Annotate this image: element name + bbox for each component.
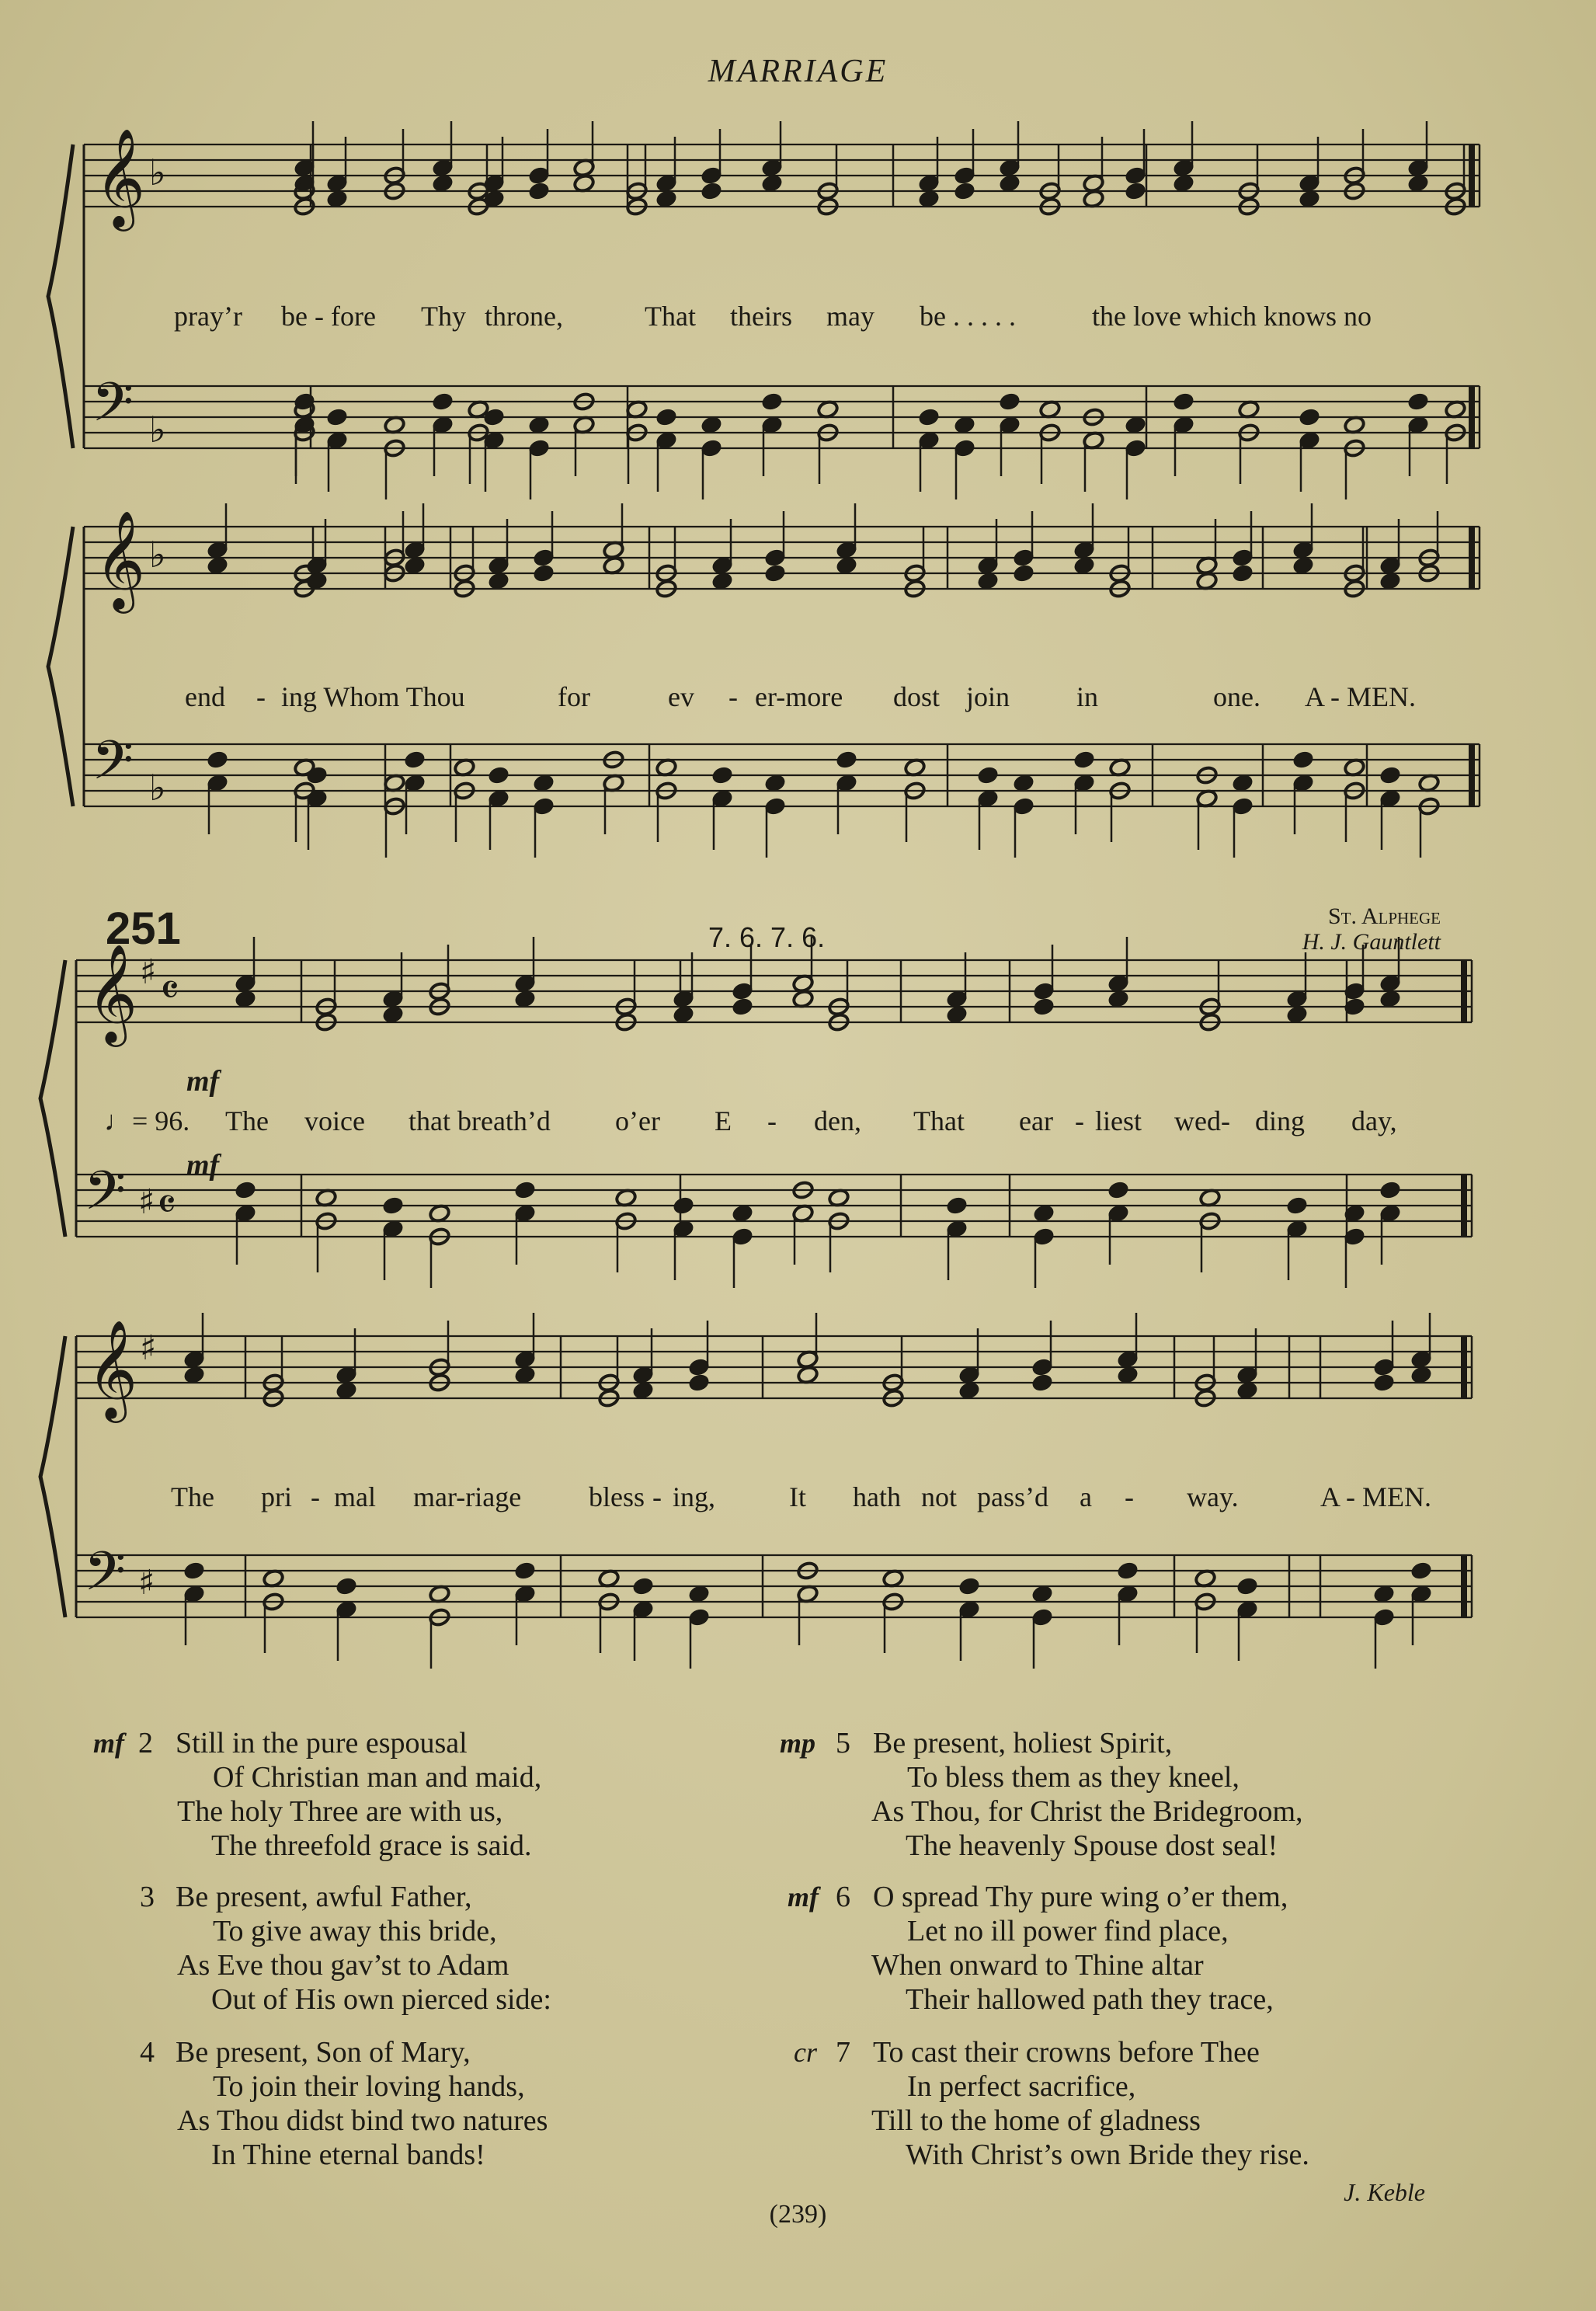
treble-note-head bbox=[732, 997, 754, 1016]
bass-note-head bbox=[626, 399, 648, 419]
bass-clef-icon: 𝄢 bbox=[84, 1540, 127, 1616]
bass-note-head bbox=[882, 1568, 905, 1588]
treble-note-head bbox=[1073, 555, 1096, 575]
verse-line: When onward to Thine altar bbox=[871, 1949, 1204, 1982]
lyric-syllable: end bbox=[185, 681, 225, 712]
verse-number: 4 bbox=[140, 2036, 155, 2069]
lyric-syllable: It bbox=[789, 1481, 806, 1512]
bass-note-head bbox=[326, 407, 349, 426]
treble-note-head bbox=[336, 1380, 358, 1400]
bass-note-head bbox=[655, 407, 678, 426]
lyric-syllable: liest bbox=[1095, 1105, 1142, 1136]
lyric-syllable: for bbox=[558, 681, 590, 712]
lyric-syllable: That bbox=[645, 301, 696, 332]
hymn-meter: 7. 6. 7. 6. bbox=[708, 921, 826, 953]
lyric-amen: A - MEN. bbox=[1320, 1481, 1431, 1512]
treble-note-head bbox=[764, 563, 787, 583]
treble-note-head bbox=[655, 189, 678, 208]
treble-note-head bbox=[1236, 1380, 1259, 1400]
bass-note-head bbox=[1418, 773, 1441, 792]
key-signature-flat-icon: ♭ bbox=[149, 767, 166, 809]
treble-note-head bbox=[306, 571, 329, 590]
bass-note-head bbox=[1344, 415, 1366, 434]
bass-note-head bbox=[1033, 1203, 1055, 1223]
verse-line: Till to the home of gladness bbox=[871, 2104, 1201, 2137]
bass-note-head bbox=[432, 392, 454, 411]
bass-note-head bbox=[1107, 1180, 1130, 1199]
lyric-syllable: Thy bbox=[421, 301, 466, 332]
page-header: MARRIAGE bbox=[708, 54, 888, 89]
bass-note-head bbox=[632, 1576, 655, 1596]
bass-clef-icon: 𝄢 bbox=[92, 371, 134, 447]
bass-note-head bbox=[954, 415, 976, 434]
lyric-syllable: den, bbox=[814, 1105, 861, 1136]
lyric-syllable: o’er bbox=[615, 1105, 660, 1136]
verse-number: 7 bbox=[836, 2036, 850, 2069]
system-brace bbox=[48, 144, 73, 448]
treble-note-head bbox=[1299, 189, 1321, 208]
treble-note-head bbox=[1410, 1365, 1433, 1384]
treble-note-head bbox=[528, 181, 551, 200]
treble-note-head bbox=[1013, 563, 1035, 583]
lyric-syllable: ing Whom Thou bbox=[281, 681, 465, 712]
bass-note-head bbox=[384, 415, 406, 434]
lyric-syllable: - bbox=[256, 681, 266, 712]
lyric-syllable: the love which knows no bbox=[1092, 301, 1372, 332]
bass-note-head bbox=[598, 1568, 621, 1588]
treble-note-head bbox=[1173, 173, 1195, 193]
dynamic-mark: mf bbox=[186, 1065, 220, 1098]
lyric-syllable: pri bbox=[261, 1481, 292, 1512]
lyric-syllable: be - fore bbox=[281, 301, 376, 332]
bass-note-head bbox=[263, 1568, 285, 1588]
verse-line: The threefold grace is said. bbox=[211, 1829, 532, 1862]
verse-line: Their hallowed path they trace, bbox=[906, 1983, 1274, 2016]
bass-note-head bbox=[1299, 407, 1321, 426]
page-number: (239) bbox=[769, 2200, 827, 2229]
lyric-syllable: bless bbox=[589, 1481, 645, 1512]
bass-note-head bbox=[514, 1180, 537, 1199]
treble-note-head bbox=[1286, 1004, 1309, 1024]
verse-line: Of Christian man and maid, bbox=[213, 1761, 542, 1794]
treble-note-head bbox=[1407, 173, 1430, 193]
bass-note-head bbox=[336, 1576, 358, 1596]
treble-clef-icon: 𝄞 bbox=[95, 510, 146, 609]
treble-note-head bbox=[207, 555, 229, 575]
verse-number: 3 bbox=[140, 1881, 155, 1913]
bass-note-head bbox=[1445, 399, 1467, 419]
lyric-syllable: dost bbox=[893, 681, 941, 712]
lyric-syllable: - bbox=[728, 681, 738, 712]
treble-clef-icon: 𝄞 bbox=[87, 943, 138, 1042]
bass-note-head bbox=[1013, 773, 1035, 792]
treble-note-head bbox=[432, 173, 454, 193]
verse-line: Still in the pure espousal bbox=[176, 1727, 468, 1759]
lyric-syllable: - bbox=[652, 1481, 662, 1512]
bass-note-head bbox=[1373, 1584, 1396, 1603]
lyric-syllable: that breath’d bbox=[409, 1105, 551, 1136]
treble-note-head bbox=[1292, 555, 1315, 575]
treble-note-head bbox=[954, 181, 976, 200]
bass-note-head bbox=[904, 757, 927, 777]
treble-note-head bbox=[761, 173, 784, 193]
bass-note-head bbox=[429, 1584, 451, 1603]
treble-note-head bbox=[711, 571, 734, 590]
treble-note-head bbox=[1083, 189, 1105, 208]
lyric-syllable: pass’d bbox=[977, 1481, 1048, 1512]
bass-note-head bbox=[655, 757, 678, 777]
bass-note-head bbox=[1073, 750, 1096, 769]
treble-note-head bbox=[673, 1004, 695, 1024]
treble-note-head bbox=[797, 1365, 819, 1384]
lyric-syllable: wed- bbox=[1174, 1105, 1230, 1136]
treble-note-head bbox=[514, 1365, 537, 1384]
treble-note-head bbox=[688, 1373, 711, 1392]
bass-note-head bbox=[764, 773, 787, 792]
bass-note-head bbox=[1173, 392, 1195, 411]
bass-note-head bbox=[918, 407, 941, 426]
bass-note-head bbox=[1232, 773, 1254, 792]
verse-line: Out of His own pierced side: bbox=[211, 1983, 551, 2016]
bass-note-head bbox=[514, 1561, 537, 1580]
treble-note-head bbox=[514, 989, 537, 1008]
lyric-syllable: The bbox=[225, 1105, 269, 1136]
key-signature-sharp-icon: ♯ bbox=[138, 1563, 155, 1603]
treble-note-head bbox=[958, 1380, 981, 1400]
bass-note-head bbox=[817, 399, 840, 419]
treble-note-head bbox=[1373, 1373, 1396, 1392]
bass-note-head bbox=[1199, 1188, 1222, 1207]
verse-number: 2 bbox=[138, 1727, 153, 1759]
treble-clef-icon: 𝄞 bbox=[95, 127, 146, 227]
treble-note-head bbox=[326, 189, 349, 208]
bass-note-head bbox=[836, 750, 858, 769]
bass-note-head bbox=[382, 1196, 405, 1215]
time-signature-icon: 𝄴 bbox=[157, 1180, 177, 1230]
treble-note-head bbox=[183, 1365, 206, 1384]
time-signature-icon: 𝄴 bbox=[160, 966, 180, 1016]
bass-note-head bbox=[183, 1561, 206, 1580]
bass-note-head bbox=[615, 1188, 638, 1207]
treble-note-head bbox=[533, 563, 555, 583]
treble-note-head bbox=[382, 1004, 405, 1024]
lyric-syllable: way. bbox=[1187, 1481, 1239, 1512]
lyric-syllable: ding bbox=[1255, 1105, 1306, 1136]
lyric-syllable: ear bbox=[1019, 1105, 1053, 1136]
treble-note-head bbox=[404, 555, 426, 575]
system-brace bbox=[48, 527, 73, 806]
verse-number: 6 bbox=[836, 1881, 850, 1913]
lyric-syllable: - bbox=[767, 1105, 777, 1136]
bass-note-head bbox=[999, 392, 1021, 411]
lyric-syllable: in bbox=[1076, 681, 1099, 712]
treble-note-head bbox=[1125, 181, 1147, 200]
lyric-syllable: er-more bbox=[755, 681, 843, 712]
verse-dynamic: mf bbox=[788, 1881, 819, 1912]
treble-note-head bbox=[1196, 571, 1219, 590]
treble-note-head bbox=[603, 555, 625, 575]
verse-line: Be present, awful Father, bbox=[176, 1881, 472, 1913]
bass-note-head bbox=[1125, 415, 1147, 434]
lyric-syllable: ing, bbox=[673, 1481, 716, 1512]
hymn-number: 251 bbox=[106, 903, 181, 954]
bass-note-head bbox=[1292, 750, 1315, 769]
verse-line: To join their loving hands, bbox=[213, 2070, 525, 2103]
bass-note-head bbox=[1410, 1561, 1433, 1580]
verse-dynamic: mp bbox=[780, 1728, 816, 1759]
treble-note-head bbox=[977, 571, 1000, 590]
verse-dynamic: cr bbox=[794, 2037, 817, 2068]
bass-note-head bbox=[761, 392, 784, 411]
lyric-syllable: - bbox=[311, 1481, 320, 1512]
treble-note-head bbox=[235, 989, 257, 1008]
key-signature-sharp-icon: ♯ bbox=[140, 952, 157, 992]
bass-note-head bbox=[454, 757, 476, 777]
verse-line: The holy Three are with us, bbox=[177, 1795, 503, 1828]
treble-note-head bbox=[1379, 571, 1402, 590]
verse-line: O spread Thy pure wing o’er them, bbox=[873, 1881, 1288, 1913]
lyric-syllable: not bbox=[921, 1481, 958, 1512]
treble-note-head bbox=[573, 173, 596, 193]
bass-clef-icon: 𝄢 bbox=[84, 1159, 127, 1235]
bass-note-head bbox=[688, 1584, 711, 1603]
verse-line: In perfect sacrifice, bbox=[907, 2070, 1136, 2103]
bass-note-head bbox=[235, 1180, 257, 1199]
lyric-syllable: voice bbox=[304, 1105, 365, 1136]
bass-note-head bbox=[384, 773, 406, 792]
bass-note-head bbox=[701, 415, 723, 434]
bass-note-head bbox=[1238, 399, 1260, 419]
bass-note-head bbox=[533, 773, 555, 792]
treble-note-head bbox=[918, 189, 941, 208]
treble-note-head bbox=[1117, 1365, 1139, 1384]
bass-note-head bbox=[528, 415, 551, 434]
tune-name: St. Alphege bbox=[1327, 903, 1441, 929]
bass-note-head bbox=[732, 1203, 754, 1223]
bass-note-head bbox=[946, 1196, 968, 1215]
lyric-amen: A - MEN. bbox=[1305, 681, 1416, 712]
lyric-syllable: throne, bbox=[485, 301, 563, 332]
bass-note-head bbox=[1286, 1196, 1309, 1215]
lyric-syllable: join bbox=[966, 681, 1010, 712]
bass-note-head bbox=[488, 765, 510, 785]
treble-clef-icon: 𝄞 bbox=[87, 1319, 138, 1418]
verse-line: As Thou didst bind two natures bbox=[177, 2104, 548, 2137]
treble-note-head bbox=[632, 1380, 655, 1400]
treble-note-head bbox=[792, 989, 815, 1008]
lyric-syllable: hath bbox=[853, 1481, 901, 1512]
lyric-syllable: - bbox=[1075, 1105, 1084, 1136]
bass-note-head bbox=[1379, 765, 1402, 785]
treble-note-head bbox=[1379, 989, 1402, 1008]
tempo-mark: ♩= 96. bbox=[104, 1105, 190, 1136]
lyric-syllable: - bbox=[1125, 1481, 1134, 1512]
verse-number: 5 bbox=[836, 1727, 850, 1759]
treble-note-head bbox=[836, 555, 858, 575]
verse-line: Let no ill power find place, bbox=[907, 1915, 1229, 1947]
treble-note-head bbox=[1232, 563, 1254, 583]
dynamic-mark: mf bbox=[186, 1149, 220, 1182]
treble-note-head bbox=[1107, 989, 1130, 1008]
verse-line: To cast their crowns before Thee bbox=[873, 2036, 1260, 2069]
treble-note-head bbox=[701, 181, 723, 200]
bass-note-head bbox=[977, 765, 1000, 785]
verse-line: To bless them as they kneel, bbox=[907, 1761, 1240, 1794]
lyric-syllable: mar-riage bbox=[413, 1481, 522, 1512]
key-signature-flat-icon: ♭ bbox=[149, 409, 166, 451]
lyric-syllable: be . . . . . bbox=[920, 301, 1016, 332]
system-brace bbox=[40, 960, 65, 1237]
treble-note-head bbox=[946, 1004, 968, 1024]
treble-note-head bbox=[1031, 1373, 1054, 1392]
bass-note-head bbox=[958, 1576, 981, 1596]
bass-clef-icon: 𝄢 bbox=[92, 729, 134, 805]
composer-name: H. J. Gauntlett bbox=[1302, 929, 1441, 955]
verse-line: As Thou, for Christ the Bridegroom, bbox=[871, 1795, 1303, 1828]
bass-note-head bbox=[1109, 757, 1132, 777]
bass-note-head bbox=[306, 765, 329, 785]
bass-note-head bbox=[673, 1196, 695, 1215]
bass-note-head bbox=[1236, 1576, 1259, 1596]
bass-note-head bbox=[207, 750, 229, 769]
author-attribution: J. Keble bbox=[1344, 2178, 1425, 2206]
key-signature-flat-icon: ♭ bbox=[149, 534, 166, 576]
verse-line: In Thine eternal bands! bbox=[211, 2139, 485, 2171]
lyric-syllable: ev bbox=[668, 681, 694, 712]
bass-note-head bbox=[1379, 1180, 1402, 1199]
key-signature-flat-icon: ♭ bbox=[149, 151, 166, 193]
verse-line: To give away this bride, bbox=[213, 1915, 497, 1947]
bass-note-head bbox=[315, 1188, 338, 1207]
lyric-syllable: That bbox=[913, 1105, 965, 1136]
lyric-syllable: may bbox=[826, 301, 874, 332]
bass-note-head bbox=[404, 750, 426, 769]
bass-note-head bbox=[1407, 392, 1430, 411]
verse-line: Be present, Son of Mary, bbox=[176, 2036, 471, 2069]
bass-note-head bbox=[1194, 1568, 1217, 1588]
bass-note-head bbox=[828, 1188, 850, 1207]
lyric-syllable: The bbox=[171, 1481, 214, 1512]
treble-note-head bbox=[488, 571, 510, 590]
bass-note-head bbox=[711, 765, 734, 785]
treble-note-head bbox=[1033, 997, 1055, 1016]
bass-note-head bbox=[429, 1203, 451, 1223]
bass-note-head bbox=[1039, 399, 1062, 419]
verse-line: The heavenly Spouse dost seal! bbox=[906, 1829, 1278, 1862]
lyric-syllable: theirs bbox=[730, 301, 792, 332]
lyric-syllable: mal bbox=[334, 1481, 376, 1512]
key-signature-sharp-icon: ♯ bbox=[138, 1182, 155, 1222]
verse-line: With Christ’s own Bride they rise. bbox=[906, 2139, 1309, 2171]
system-brace bbox=[40, 1336, 65, 1617]
lyric-syllable: one. bbox=[1213, 681, 1260, 712]
bass-note-head bbox=[1031, 1584, 1054, 1603]
lyric-syllable: pray’r bbox=[174, 301, 242, 332]
key-signature-sharp-icon: ♯ bbox=[140, 1328, 157, 1368]
verse-line: Be present, holiest Spirit, bbox=[873, 1727, 1173, 1759]
lyric-syllable: day, bbox=[1351, 1105, 1397, 1136]
lyric-syllable: a bbox=[1080, 1481, 1092, 1512]
verse-dynamic: mf bbox=[93, 1728, 124, 1759]
bass-note-head bbox=[1344, 757, 1366, 777]
lyric-syllable: E bbox=[715, 1105, 732, 1136]
treble-note-head bbox=[999, 173, 1021, 193]
bass-note-head bbox=[1117, 1561, 1139, 1580]
verse-line: As Eve thou gav’st to Adam bbox=[177, 1949, 509, 1982]
